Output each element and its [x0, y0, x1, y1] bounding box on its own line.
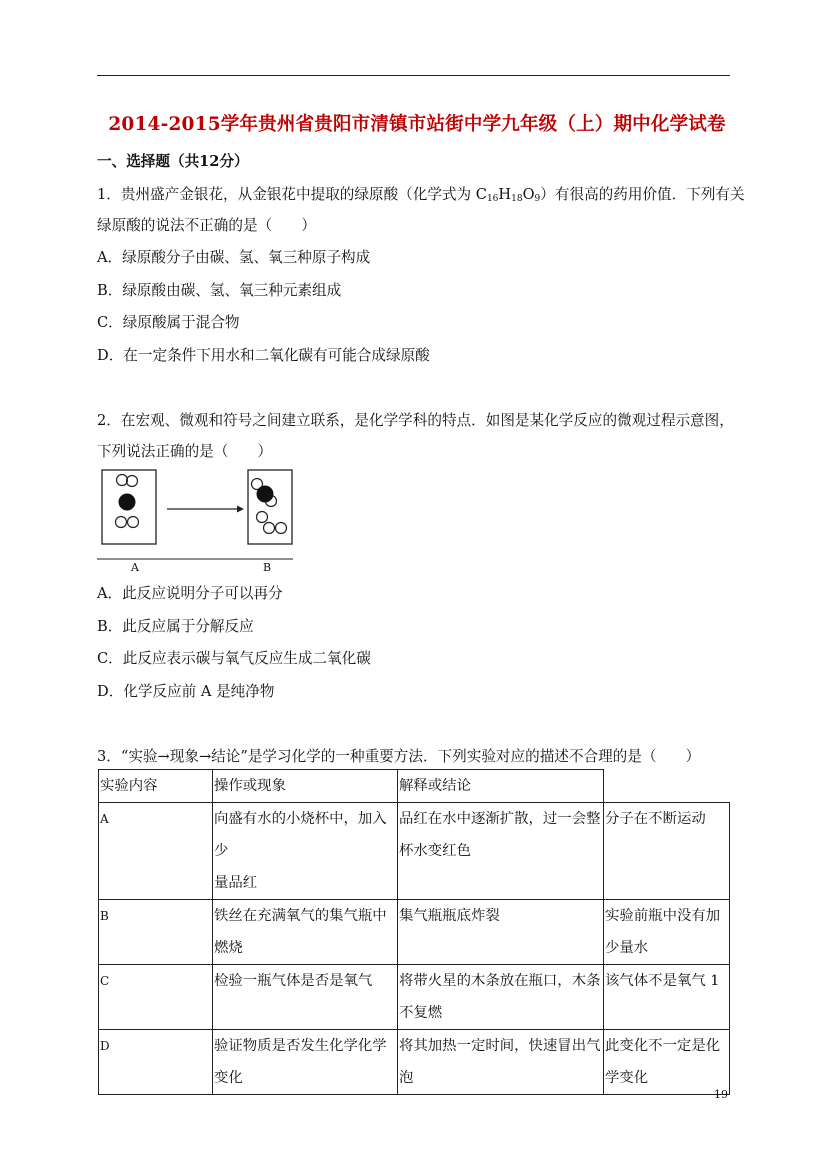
page-number: 19	[714, 1088, 728, 1101]
cell-line: 检验一瓶气体是否是氧气	[214, 973, 373, 989]
header-operation: 操作或现象	[213, 770, 398, 803]
q1-o: O	[522, 186, 535, 203]
molecule-a-bottom	[116, 517, 139, 528]
q2-option-d: D．化学反应前 A 是纯净物	[97, 683, 275, 700]
cell-phenomenon	[398, 1030, 604, 1095]
cell-operation	[213, 803, 398, 900]
cell-conclusion	[604, 900, 730, 965]
cell-line: 不复燃	[399, 1005, 443, 1021]
cell-line: 杯水变红色	[399, 843, 471, 859]
row-label: B	[99, 900, 213, 965]
cell-operation	[213, 900, 398, 965]
reaction-diagram	[97, 462, 297, 562]
table-row	[99, 965, 730, 1030]
molecule-b-bottom	[257, 512, 287, 534]
cell-operation	[213, 965, 398, 1030]
q1-h: H	[498, 186, 512, 203]
q2-option-a: A．此反应说明分子可以再分	[97, 585, 283, 602]
cell-line: 将其加热一定时间，快速冒出气	[399, 1038, 601, 1054]
q1-stem-line1	[97, 183, 745, 204]
cell-line: 燃烧	[214, 940, 243, 956]
cell-line: 验证物质是否发生化学化学	[214, 1038, 387, 1054]
q1-option-d: D．在一定条件下用水和二氧化碳有可能合成绿原酸	[97, 347, 430, 364]
cell-line: 少量水	[605, 940, 649, 956]
q1-stem-line2: 绿原酸的说法不正确的是（ ）	[97, 217, 316, 234]
cell-conclusion	[604, 803, 730, 900]
q1-stem-part-b: ）有很高的药用价值．下列有关	[540, 186, 745, 203]
q1-sub-o: 9	[534, 194, 541, 204]
q1-sub-c: 16	[486, 194, 499, 204]
section-heading: 一、选择题（共12分）	[97, 153, 249, 170]
row-label: D	[99, 1030, 213, 1095]
header-empty	[604, 770, 730, 803]
q1-stem-part-a: 1．贵州盛产金银花，从金银花中提取的绿原酸（化学式为 C	[97, 186, 487, 203]
cell-line: 分子在不断运动	[605, 811, 706, 827]
q2-stem-line2: 下列说法正确的是（ ）	[97, 443, 273, 460]
cell-conclusion	[604, 1030, 730, 1095]
molecule-a-top	[117, 475, 138, 487]
cell-line: 集气瓶瓶底炸裂	[399, 908, 500, 924]
q1-sub-h: 18	[511, 194, 523, 204]
cell-line: 此变化不一定是化	[605, 1038, 721, 1054]
cell-conclusion	[604, 965, 730, 1030]
q2-option-b: B．此反应属于分解反应	[97, 618, 254, 635]
header-content: 实验内容	[99, 770, 213, 803]
q1-option-b: B．绿原酸由碳、氢、氧三种元素组成	[97, 282, 342, 299]
carbon-atom-a	[119, 494, 136, 511]
label-a: A	[131, 561, 139, 574]
cell-operation	[213, 1030, 398, 1095]
cell-line: 变化	[214, 1070, 243, 1086]
table-header-row	[99, 770, 730, 803]
row-label: A	[99, 803, 213, 900]
cell-line: 泡	[399, 1070, 414, 1086]
cell-line: 向盛有水的小烧杯中，加入少	[214, 811, 387, 859]
cell-phenomenon	[398, 803, 604, 900]
q3-stem: 3．“实验→现象→结论”是学习化学的一种重要方法．下列实验对应的描述不合理的是（ ）	[97, 748, 701, 765]
table-row	[99, 803, 730, 900]
q2-stem-line1: 2．在宏观、微观和符号之间建立联系，是化学学科的特点．如图是某化学反应的微观过程示意图，	[97, 412, 734, 429]
cell-line: 品红在水中逐渐扩散，过一会整	[399, 811, 601, 827]
table-row	[99, 900, 730, 965]
cell-line: 铁丝在充满氧气的集气瓶中	[214, 908, 387, 924]
q2-option-c: C．此反应表示碳与氧气反应生成二氧化碳	[97, 650, 371, 667]
carbon-atom-b	[257, 486, 274, 503]
cell-line: 学变化	[605, 1070, 649, 1086]
cell-phenomenon	[398, 965, 604, 1030]
table-row	[99, 1030, 730, 1095]
arrow-head	[237, 506, 244, 513]
cell-line: 该气体不是氧气 1	[605, 973, 720, 989]
cell-phenomenon	[398, 900, 604, 965]
cell-line: 将带火星的木条放在瓶口，木条	[399, 973, 601, 989]
page-title: 2014-2015学年贵州省贵阳市清镇市站街中学九年级（上）期中化学试卷	[108, 114, 726, 135]
cell-line: 量品红	[214, 875, 258, 891]
header-conclusion: 解释或结论	[398, 770, 604, 803]
header-rule	[97, 75, 730, 76]
q1-option-c: C．绿原酸属于混合物	[97, 314, 240, 331]
label-b: B	[263, 561, 272, 574]
row-label: C	[99, 965, 213, 1030]
cell-line: 实验前瓶中没有加	[605, 908, 721, 924]
q1-option-a: A．绿原酸分子由碳、氢、氧三种原子构成	[97, 249, 371, 266]
experiment-table	[98, 769, 730, 1095]
